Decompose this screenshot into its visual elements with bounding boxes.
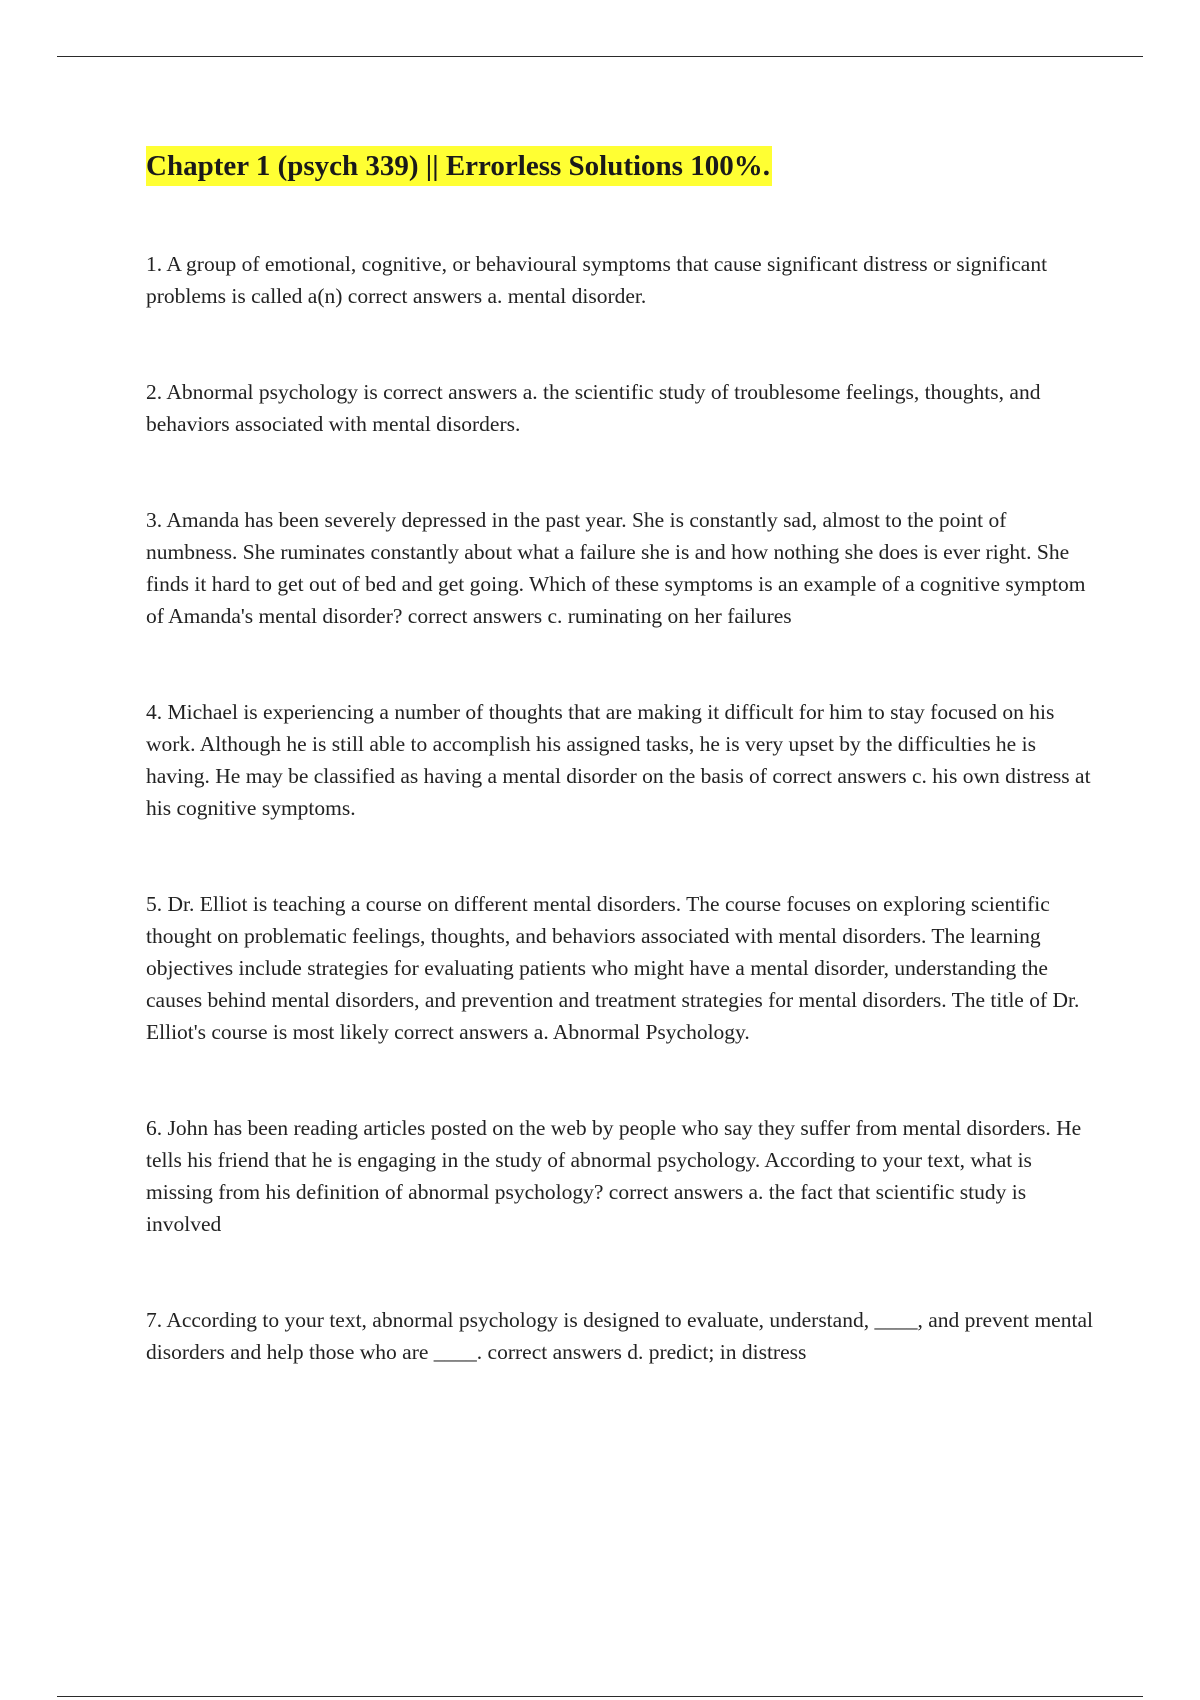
question-1: 1. A group of emotional, cognitive, or behavioural symptoms that cause significant distress or significant problems is called a(n) correct answers a. mental disorder. xyxy=(146,252,1048,308)
question-list xyxy=(146,248,1096,1368)
question-7: 7. According to your text, abnormal psychology is designed to evaluate, understand, ____, and prevent mental disorders and help those who are ____. correct answers d. predict; in distress xyxy=(146,1308,1093,1364)
question-5: 5. Dr. Elliot is teaching a course on different mental disorders. The course focuses on exploring scientific thought on problematic feelings, thoughts, and behaviors associated with mental disorders. The learning objectives include strategies for evaluating patients who might have a mental disorder, understanding the causes behind mental disorders, and prevention and treatment strategies for mental disorders. The title of Dr. Elliot's course is most likely correct answers a. Abnormal Psychology. xyxy=(146,892,1080,1044)
question-3: 3. Amanda has been severely depressed in the past year. She is constantly sad, almost to the point of numbness. She ruminates constantly about what a failure she is and how nothing she does is ever right. She finds it hard to get out of bed and get going. Which of these symptoms is an example of a cognitive symptom of Amanda's mental disorder? correct answers c. ruminating on her failures xyxy=(146,508,1086,628)
question-6: 6. John has been reading articles posted on the web by people who say they suffer from mental disorders. He tells his friend that he is engaging in the study of abnormal psychology. According to your text, what is missing from his definition of abnormal psychology? correct answers a. the fact that scientific study is involved xyxy=(146,1116,1082,1236)
question-4: 4. Michael is experiencing a number of thoughts that are making it difficult for him to stay focused on his work. Although he is still able to accomplish his assigned tasks, he is very upset by the difficulties he is having. He may be classified as having a mental disorder on the basis of correct answers c. his own distress at his cognitive symptoms. xyxy=(146,700,1091,820)
page-title: Chapter 1 (psych 339) || Errorless Solutions 100%. xyxy=(146,146,772,186)
question-2: 2. Abnormal psychology is correct answers a. the scientific study of troublesome feelings, thoughts, and behaviors associated with mental disorders. xyxy=(146,380,1041,436)
document-content xyxy=(146,146,1096,1432)
top-rule xyxy=(57,56,1143,57)
bottom-rule xyxy=(57,1696,1143,1697)
